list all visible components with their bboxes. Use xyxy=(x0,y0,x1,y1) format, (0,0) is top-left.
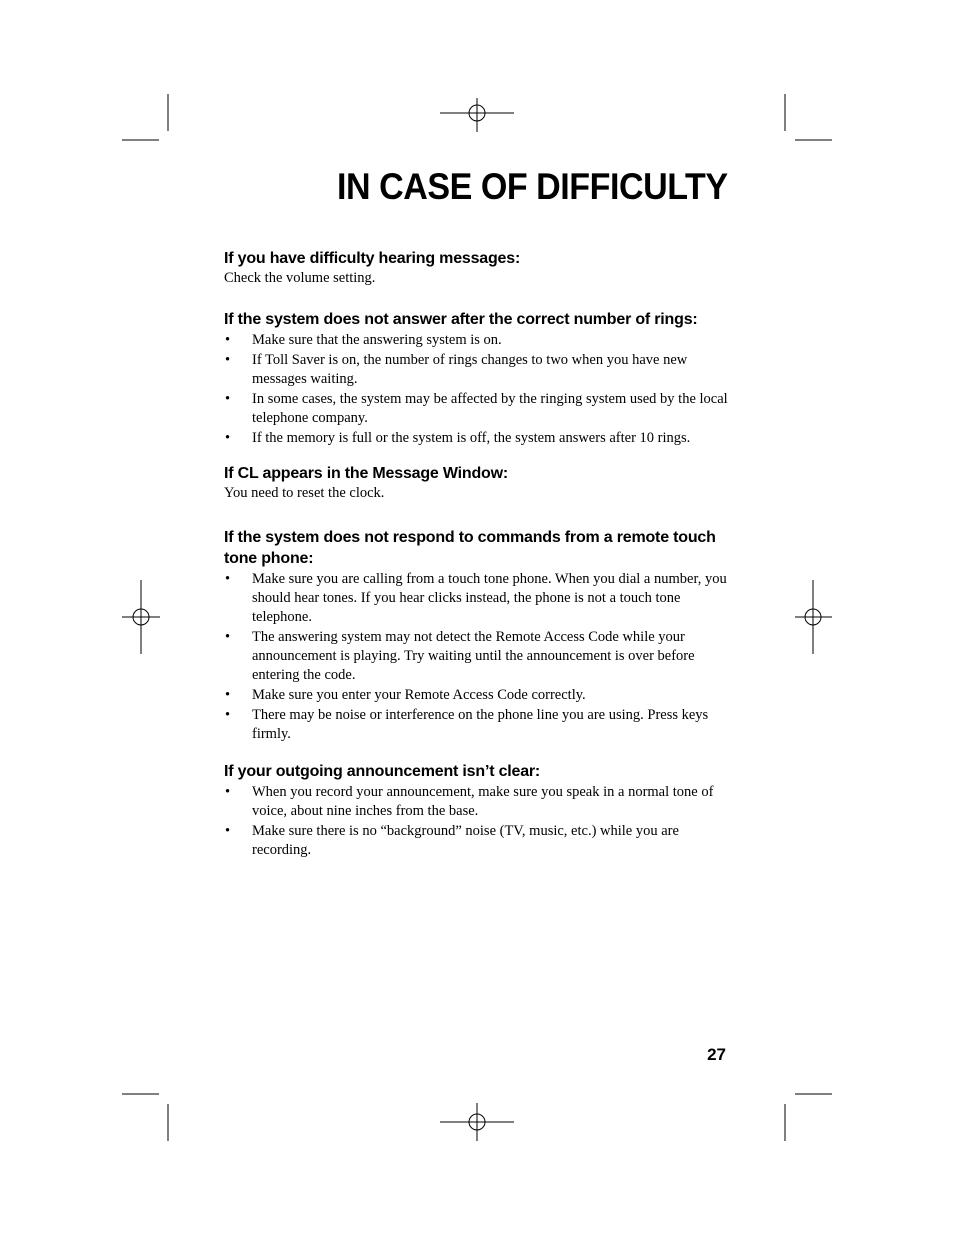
bullet-icon: • xyxy=(225,429,231,446)
list-item: • There may be noise or interference on the phone line you are using. Press keys firmly. xyxy=(225,707,709,742)
bullet-icon: • xyxy=(225,707,231,723)
section-heading: If you have difficulty hearing messages: xyxy=(224,250,521,267)
page-number: 27 xyxy=(707,1045,726,1064)
section-heading: If your outgoing announcement isn’t clear: xyxy=(224,763,541,780)
troubleshooting-content xyxy=(224,248,734,861)
bullet-icon: • xyxy=(225,351,231,368)
list-item: • Make sure that the answering system is on. xyxy=(225,331,502,348)
section-remote-commands xyxy=(224,527,734,744)
bullet-icon: • xyxy=(225,331,231,348)
bullet-icon: • xyxy=(225,784,231,800)
section-no-answer xyxy=(224,309,734,448)
section-cl-message xyxy=(224,463,734,504)
section-heading: If CL appears in the Message Window: xyxy=(224,464,508,482)
list-item: • If Toll Saver is on, the number of rings changes to two when you have new messages waiting. xyxy=(225,351,688,387)
section-announcement-clarity xyxy=(224,761,734,860)
bullet-icon: • xyxy=(225,687,231,703)
bullet-icon: • xyxy=(225,571,231,587)
bullet-list xyxy=(224,331,734,448)
registration-mark-bottom xyxy=(440,1103,514,1141)
page-title: IN CASE OF DIFFICULTY xyxy=(337,166,728,207)
bullet-icon: • xyxy=(225,629,231,645)
registration-mark-right xyxy=(795,580,832,654)
section-text: Check the volume setting. xyxy=(224,270,376,286)
list-item: • Make sure you are calling from a touch tone phone. When you dial a number, you should hear tones. If you hear clicks instead, the phone is not a touch tone telephone. xyxy=(225,571,727,625)
list-item: • Make sure there is no “background” noise (TV, music, etc.) while you are recording. xyxy=(225,823,679,858)
list-item: • In some cases, the system may be affected by the ringing system used by the local telephone company. xyxy=(225,390,728,426)
bullet-list xyxy=(224,783,734,860)
registration-mark-left xyxy=(122,580,160,654)
bullet-icon: • xyxy=(225,823,231,839)
registration-mark-top xyxy=(440,98,514,132)
list-item: • Make sure you enter your Remote Access Code correctly. xyxy=(225,687,586,703)
bullet-list xyxy=(224,570,734,744)
list-item: • The answering system may not detect the Remote Access Code while your announcement is playing. Try waiting until the announcement is over before entering the code. xyxy=(225,629,695,683)
section-hearing-messages xyxy=(224,248,734,289)
section-text: You need to reset the clock. xyxy=(224,484,385,501)
section-heading: If the system does not respond to commands from a remote touch tone phone: xyxy=(224,529,716,567)
list-item: • If the memory is full or the system is off, the system answers after 10 rings. xyxy=(225,429,691,446)
section-heading: If the system does not answer after the correct number of rings: xyxy=(224,310,698,328)
list-item: • When you record your announcement, make sure you speak in a normal tone of voice, about nine inches from the base. xyxy=(225,784,714,819)
bullet-icon: • xyxy=(225,390,231,407)
